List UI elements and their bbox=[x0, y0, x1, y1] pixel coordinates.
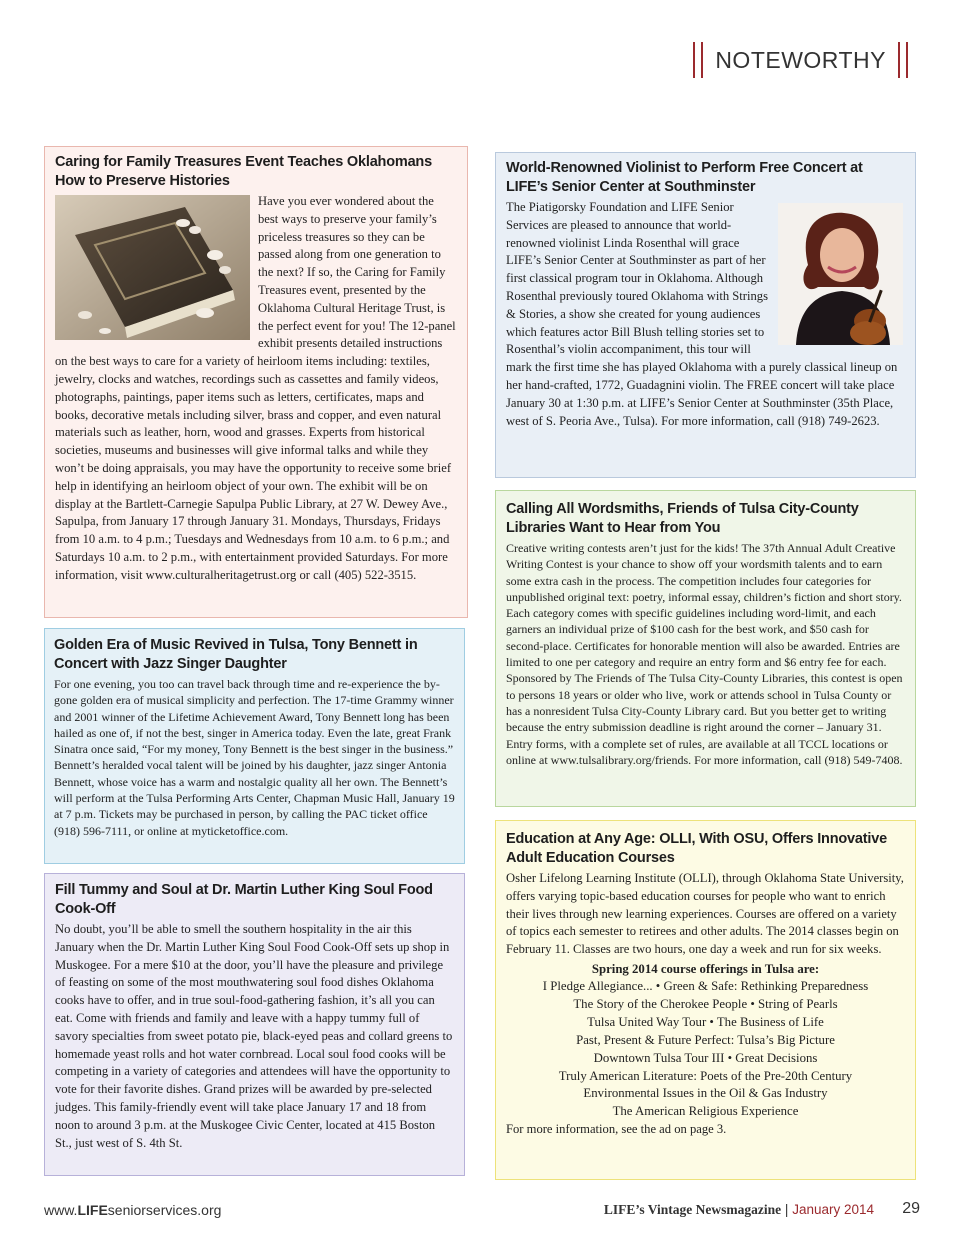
article-body: Osher Lifelong Learning Institute (OLLI), through Oklahoma State University, offers varying topic-based education courses for people who want to enrich their lives through new learning experiences. Courses are offered on a variety of topics each semester to retirees and other adults. The 2014 classes begin on February 11. Classes are two hours, one day a week and run for six weeks. bbox=[506, 871, 904, 957]
offerings-list bbox=[506, 978, 905, 1121]
offering-line: Downtown Tulsa Tour III • Great Decisions bbox=[593, 1050, 818, 1065]
offering-line: Tulsa United Way Tour • The Business of Life bbox=[587, 1014, 824, 1029]
violinist-photo bbox=[778, 203, 903, 345]
article-title: World-Renowned Violinist to Perform Free Concert at LIFE’s Senior Center at Southminster bbox=[506, 160, 863, 195]
url-prefix: www. bbox=[44, 1202, 78, 1218]
offering-line: Past, Present & Future Perfect: Tulsa’s Big Picture bbox=[576, 1032, 835, 1047]
section-label: NOTEWORTHY bbox=[715, 46, 886, 73]
article-family-treasures bbox=[44, 146, 468, 618]
offering-line: The Story of the Cherokee People • String of Pearls bbox=[573, 996, 838, 1011]
article-title: Education at Any Age: OLLI, With OSU, Offers Innovative Adult Education Courses bbox=[506, 831, 887, 866]
article-golden-era bbox=[44, 628, 465, 864]
article-title: Caring for Family Treasures Event Teaches Oklahomans How to Preserve Histories bbox=[55, 154, 432, 189]
article-closing: For more information, see the ad on page 3. bbox=[506, 1122, 727, 1137]
footer-separator: | bbox=[784, 1202, 789, 1217]
article-body: No doubt, you’ll be able to smell the southern hospitality in the air this January when the Dr. Martin Luther King Soul Food Cook-Off sets up shop in Muskogee. For a mere $10 at the door, you’ll have the pleasure and privilege of feasting on some of the most mouthwatering soul food dishes Oklahoma cooks have to offer, and in true soul-food-gathering fashion, it’s all you can eat. Come with friends and family and leave with a happy tummy full of savory specialties from sweet potato pie, black-eyed peas and collard greens to homemade yeast rolls and hot water cornbread. Local soul food cooks will be competing in a variety of categories and attendees will have the opportunity to vote for their favorite dishes. Grand prizes will be awarded by pre-selected judges. This family-friendly event will take place January 17 and 18 from noon to around 3 p.m. at the Muskogee Civic Center, located at 415 Boston St., just west of S. 4th St. bbox=[55, 922, 453, 1150]
heirloom-book-photo bbox=[55, 195, 250, 340]
article-title: Fill Tummy and Soul at Dr. Martin Luther King Soul Food Cook-Off bbox=[55, 882, 433, 917]
article-title: Calling All Wordsmiths, Friends of Tulsa City-County Libraries Want to Hear from You bbox=[506, 501, 859, 536]
magazine-credit bbox=[604, 1202, 874, 1218]
header-bar-right bbox=[898, 42, 908, 78]
offering-line: Environmental Issues in the Oil & Gas Industry bbox=[583, 1086, 828, 1101]
article-violinist bbox=[495, 152, 916, 478]
article-wordsmiths bbox=[495, 490, 916, 807]
url-brand: LIFE bbox=[77, 1202, 108, 1218]
article-olli bbox=[495, 820, 916, 1180]
url-suffix: seniorservices.org bbox=[107, 1202, 222, 1218]
page-number: 29 bbox=[902, 1200, 920, 1217]
offerings-heading: Spring 2014 course offerings in Tulsa are: bbox=[591, 961, 820, 976]
header-bar-left bbox=[693, 42, 703, 78]
offering-line: Truly American Literature: Poets of the Pre-20th Century bbox=[558, 1068, 853, 1083]
article-body: Have you ever wondered about the best ways to preserve your family’s priceless treasures so they can be passed along from one generation to the next? If so, the Caring for Family Treasures event, presented by the Oklahoma Cultural Heritage Trust, is the perfect event for you! The 12-panel exhibit presents detailed instructions on the best ways to care for a variety of heirloom items including: textiles, jewelry, clocks and watches, recordings such as cassettes and family videos, photographs, paintings, paper items such as letters, certificates, maps and books, decorative metals including silver, brass and copper, and even natural materials such as leather, horn, wood and grasses. Experts from historical societies, museums and businesses will give informal talks and while they won’t be doing appraisals, you may have the opportunity to receive some brief help in identifying an heirloom object of your own. The exhibit will be on display at the Bartlett-Carnegie Sapulpa Public Library, at 27 W. Dewey Ave., Sapulpa, from January 17 through January 31. Mondays, Thursdays, Fridays from 10 a.m. to 4 p.m.; Tuesdays and Wednesdays from 10 a.m. to 6 p.m.; and Saturdays 10 a.m. to 2 p.m., with entertainment provided Saturdays. For more information, visit www.culturalheritagetrust.org or call (405) 522-3515. bbox=[55, 194, 456, 582]
article-title: Golden Era of Music Revived in Tulsa, Tony Bennett in Concert with Jazz Singer Daughter bbox=[54, 637, 418, 672]
offering-line: The American Religious Experience bbox=[612, 1104, 799, 1119]
offering-line: I Pledge Allegiance... • Green & Safe: Rethinking Preparedness bbox=[542, 978, 869, 993]
section-header bbox=[681, 40, 920, 80]
issue-date: January 2014 bbox=[792, 1202, 874, 1217]
magazine-name: LIFE’s Vintage Newsmagazine bbox=[603, 1202, 782, 1217]
article-soul-food bbox=[44, 873, 465, 1176]
article-body: The Piatigorsky Foundation and LIFE Senior Services are pleased to announce that world-renowned violinist Linda Rosenthal will grace LIFE’s Senior Center at Southminster as part of her first classical program tour in Oklahoma. Although Rosenthal previously toured Oklahoma with Strings & Stories, a show she created for young audiences which features actor Bill Blush telling stories set to Rosenthal’s violin accompaniment, this tour will mark the first time she has played Oklahoma with a purely classical lineup on her hand-crafted, 1772, Guadagnini violin. The FREE concert will take place January 30 at 1:30 p.m. at LIFE’s Senior Center at Southminster (35th Place, west of S. Peoria Ave., Tulsa). For more information, call (918) 749-2623. bbox=[506, 200, 898, 428]
page-footer bbox=[44, 1200, 920, 1222]
article-body: Creative writing contests aren’t just for the kids! The 37th Annual Adult Creative Writing Contest is your chance to show off your wordsmith talents and to earn some extra cash in the process. The competition includes four categories for unpublished original text: poetry, informal essay, children’s fiction and short story. Each category comes with specific guidelines including word-limit, and each garners an individual prize of $100 cash for the best work, and $50 cash for second-place. Certificates for honorable mention will also be awarded. Entries are limited to one per category and require an entry form and $6 entry fee for each. Sponsored by The Friends of The Tulsa City-County Libraries, this contest is open to persons 18 years or older who live, work or attends school in Tulsa County or has a nonresident Tulsa City-County Library card. But you better get to writing because the entry submission deadline is right around the corner – January 31. Entry forms, with a complete set of rules, are available at all TCCL locations or online at www.tulsalibrary.org/friends. For more information, call (918) 549-7408. bbox=[506, 541, 903, 767]
website-link[interactable] bbox=[44, 1202, 221, 1218]
article-body: For one evening, you too can travel back through time and re-experience the by-gone golden era of musical simplicity and perfection. The 17-time Grammy winner and 2001 winner of the Lifetime Achievement Award, Tony Bennett long has been hailed as one of, if not the best, singer in America today. Even the late, great Frank Sinatra once said, “For my money, Tony Bennett is the best singer in the business.” Bennett’s heralded vocal talent will be joined by his daughter, jazz singer Antonia Bennett, whose voice has a warm and nostalgic quality all her own. The Bennett’s will perform at the Tulsa Performing Arts Center, Chapman Music Hall, January 19 at 7 p.m. Tickets may be purchased in person, by calling the PAC ticket office (918) 596-7111, or online at myticketoffice.com. bbox=[54, 677, 455, 838]
